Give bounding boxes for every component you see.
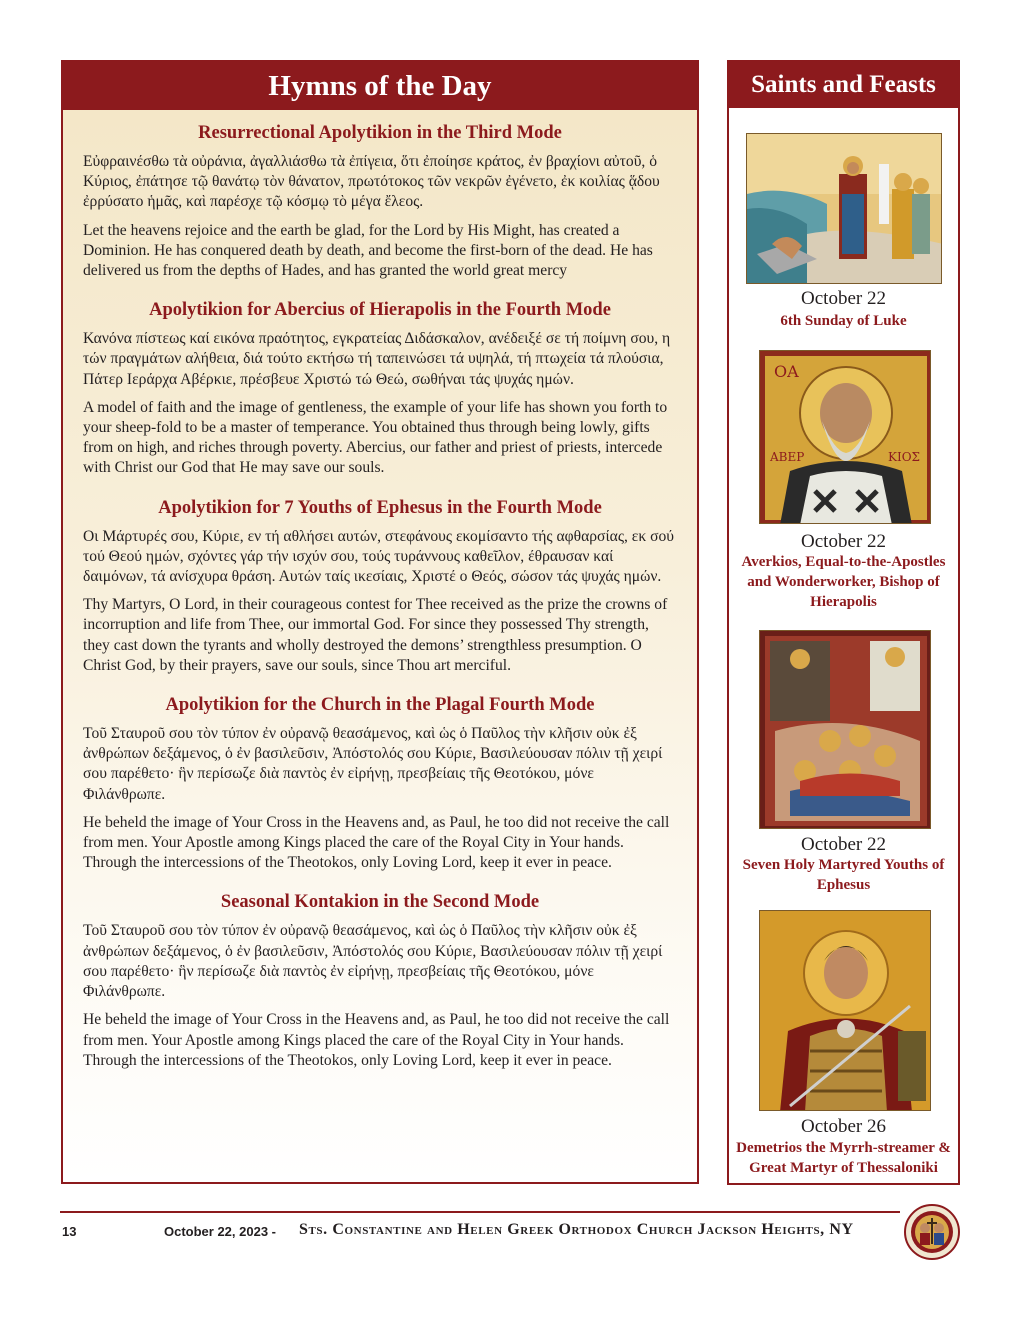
hymn-section [83,497,677,676]
hymn-title: Resurrectional Apolytikion in the Third Mode [198,123,562,143]
christ-healing-icon-image [746,133,942,284]
saint-date: October 26 [801,1116,886,1137]
hymn-section [83,891,677,1070]
seven-youths-icon-image [759,630,931,829]
hymn-section [83,694,677,873]
hymn-greek-text: Εὐφραινέσθω τὰ οὐράνια, ἀγαλλιάσθω τὰ ἐπίγεια, ὅτι ἐποίησε κράτος, ἐν βραχίονι αὐτοῦ, ὁ Κύριος, ἐπάτησε τῷ θανάτῳ τὸν θάνατον, πρωτότοκος τῶν νεκρῶν ἐγένετο, ἐκ κοιλίας ᾅδου ἐρρύσατο ἡμᾶς, καὶ παρέσχε τῷ κόσμῳ τὸ μέγα ἔλεος. [83,153,660,211]
hymn-greek-text: Κανόνα πίστεως καί εικόνα πραότητος, εγκρατείας Διδάσκαλον, ανέδειξέ σε τή ποίμνη σου, η τών πραγμάτων αλήθεια, διά τούτο εκτήσω τή ταπεινώσει τά υψηλά, τή πτωχεία τά πλούσια, Πάτερ Ιεράρχα Αβέρκιε, πρέσβευε Χριστώ τώ Θεώ, σωθήναι τάς ψυχάς ημών. [83,330,671,388]
hymn-english-text: He beheld the image of Your Cross in the Heavens and, as Paul, he too did not receive the call from men. Your Apostle among Kings placed the care of the Royal City in Your hands. Through the intercessions of the Theotokos, only Loving Lord, keep it ever in peace. [83,813,670,872]
icon-lettering: ΚΙΟΣ [888,450,921,464]
hymn-section [83,122,677,281]
saint-date: October 22 [801,288,886,309]
saints-title: Saints and Feasts [729,62,958,108]
page-number: 13 [62,1224,77,1239]
footer-date: October 22, 2023 - [164,1224,276,1239]
hymn-greek-text: Τοῦ Σταυροῦ σου τὸν τύπον ἐν οὐρανῷ θεασάμενος, καὶ ὡς ὁ Παῦλος τὴν κλῆσιν οὐκ ἐξ ἀνθρώπων δεξάμενος, ὁ ἐν βασιλεῦσιν, Ἀπόστολός σου Κύριε, Βασιλεύουσαν πόλιν τῇ χειρί σου παρέθετο· ἣν περίσωζε διὰ παντὸς ἐν εἰρήνῃ, πρεσβείαις τῆς Θεοτόκου, μόνε Φιλάνθρωπε. [83,725,663,803]
hymn-english-text: A model of faith and the image of gentleness, the example of your life has shown you forth to your sheep-fold to be a master of temperance. You obtained thus through being lowly, gifts from on high, and riches through poverty. Abercius, our father and priest of priests, intercede with Christ our God that He may save our souls. [83,398,668,477]
hymn-greek-text: Τοῦ Σταυροῦ σου τὸν τύπον ἐν οὐρανῷ θεασάμενος, καὶ ὡς ὁ Παῦλος τὴν κλῆσιν οὐκ ἐξ ἀνθρώπων δεξάμενος, ὁ ἐν βασιλεῦσιν, Ἀπόστολός σου Κύριε, Βασιλεύουσαν πόλιν τῇ χειρί σου παρέθετο· ἣν περίσωζε διὰ παντὸς ἐν εἰρήνῃ, πρεσβείαις τῆς Θεοτόκου, μόνε Φιλάνθρωπε. [83,922,663,1001]
saint-date: October 22 [801,531,886,552]
hymn-title: Apolytikion for Abercius of Hierapolis in the Fourth Mode [149,300,611,321]
church-seal-logo [904,1204,960,1260]
icon-lettering: ΑΒΕΡ [770,450,805,464]
saint-name: Averkios, Equal-to-the-Apostles and Wonderworker, Bishop of Hierapolis [741,554,946,610]
saint-name: Demetrios the Myrrh-streamer & Great Martyr of Thessaloniki [736,1140,951,1176]
demetrios-icon-image [759,910,931,1111]
hymns-panel [61,60,699,1184]
hymn-english-text: He beheld the image of Your Cross in the Heavens and, as Paul, he too did not receive the call from men. Your Apostle among Kings placed the care of the Royal City in Your hands. Through the intercessions of the Theotokos, only Loving Lord, keep it ever in peace. [83,1011,670,1069]
icon-lettering: ΟΑ [774,362,799,381]
hymn-title: Apolytikion for 7 Youths of Ephesus in the Fourth Mode [158,497,602,518]
hymn-english-text: Let the heavens rejoice and the earth be glad, for the Lord by His Might, has created a Dominion. He has conquered death by death, and become the first-born of the dead. He has delivered us from the depths of Hades, and has granted the world great mercy [83,221,653,280]
saint-name: Seven Holy Martyred Youths of Ephesus [742,857,945,893]
saint-name: 6th Sunday of Luke [780,313,907,329]
hymn-english-text: Thy Martyrs, O Lord, in their courageous contest for Thee received as the prize the crowns of incorruption and life from Thee, our immortal God. For since they possessed Thy strength, they cast down the tyrants and wholly destroyed the demons’ strengthless presumption. O Christ God, by their prayers, save our souls, since Thou art merciful. [83,596,668,674]
hymn-greek-text: Οι Μάρτυρές σου, Κύριε, εν τή αθλήσει αυτών, στεφάνους εκομίσαντο τής αφθαρσίας, εκ σού τού Θεού ημών, σχόντες γάρ τήν ισχύν σου, τούς τυράννους καθεῖλον, έθραυσαν καί δαιμόνων, τά ανίσχυρα θράση. Αυτών ταίς ικεσίαις, Χριστέ ο Θεός, σώσον τάς ψυχάς ημών. [83,527,675,586]
saints-panel [727,60,960,1185]
averkios-icon-image [759,350,931,524]
footer-divider [60,1211,900,1213]
page-footer [0,1222,1020,1246]
hymns-list [63,110,697,1071]
saint-date: October 22 [801,834,886,855]
hymn-title: Seasonal Kontakion in the Second Mode [220,892,540,913]
hymn-title: Apolytikion for the Church in the Plagal Fourth Mode [165,695,595,716]
hymns-title: Hymns of the Day [63,62,697,110]
footer-church-name: Sts. Constantine and Helen Greek Orthodox Church Jackson Heights, NY [299,1221,854,1238]
hymn-section [83,299,677,478]
